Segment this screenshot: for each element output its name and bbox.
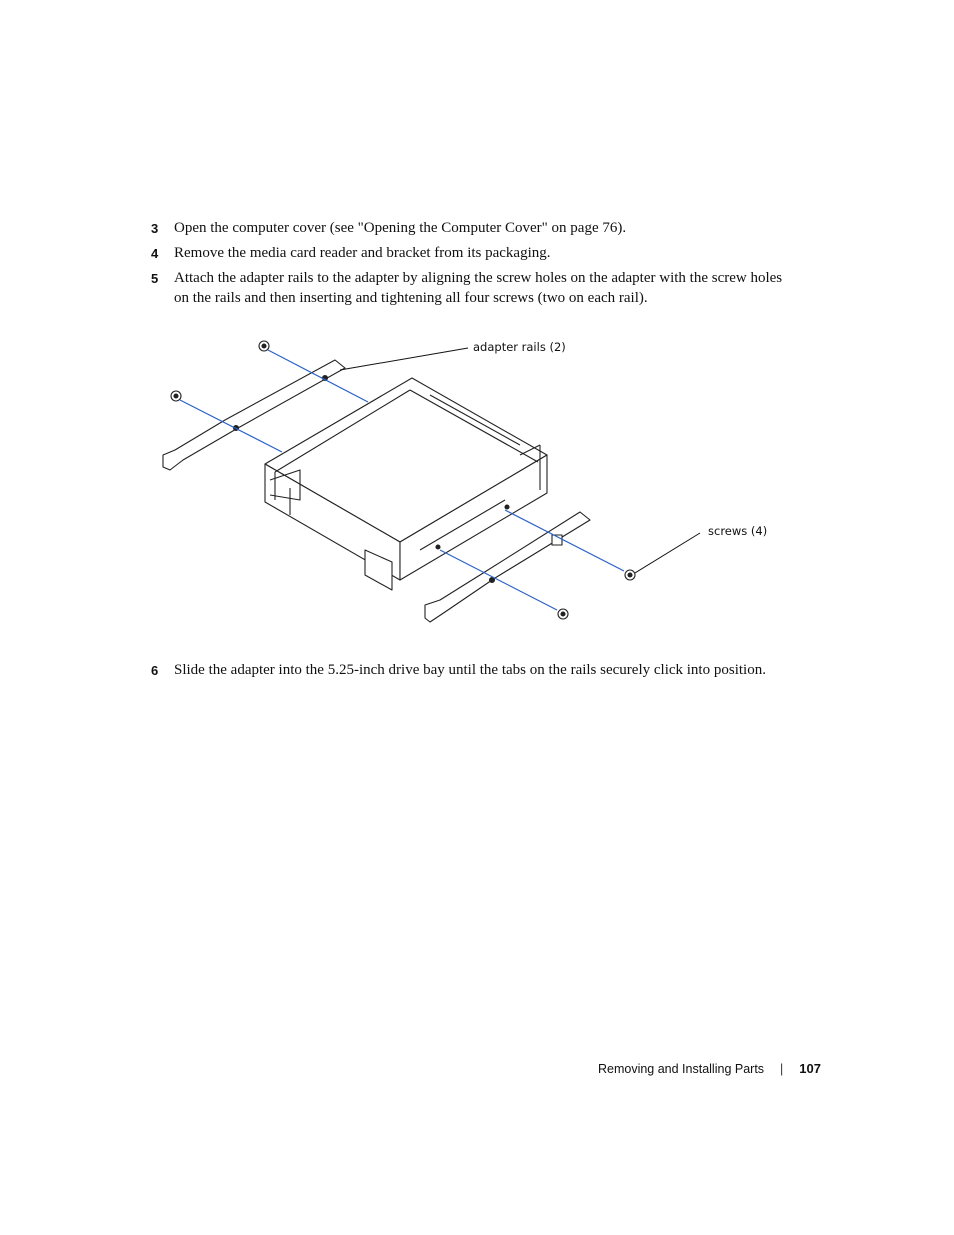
- step-6: [151, 661, 791, 681]
- step-4: [151, 244, 791, 264]
- step-3: [151, 219, 791, 239]
- screw-4: [558, 609, 568, 619]
- step-5: [151, 269, 791, 308]
- callout-screws: screws (4): [708, 524, 768, 538]
- screw-1: [259, 341, 269, 351]
- footer-separator: |: [780, 1062, 784, 1076]
- footer-section-title: Removing and Installing Parts: [597, 1062, 765, 1076]
- screw-2: [171, 391, 181, 401]
- adapter-rails-illustration: [150, 330, 790, 630]
- step-text: Attach the adapter rails to the adapter by aligning the screw holes on the adapter with the screw holes on the rails and then inserting and tightening all four screws (two on each rail).: [174, 270, 783, 306]
- step-number: 4: [151, 246, 159, 261]
- adapter-body-drawing: [265, 378, 547, 590]
- step-text: Open the computer cover (see "Opening the Computer Cover" on page 76).: [174, 220, 627, 236]
- step-number: 3: [151, 221, 159, 236]
- page-footer: [598, 1061, 821, 1076]
- screw-3: [625, 570, 635, 580]
- step-text: Remove the media card reader and bracket from its packaging.: [174, 245, 551, 261]
- step-number: 6: [151, 663, 159, 678]
- callout-adapter-rails: adapter rails (2): [473, 340, 566, 354]
- page-number: 107: [799, 1061, 821, 1076]
- step-text: Slide the adapter into the 5.25-inch drive bay until the tabs on the rails securely click into position.: [174, 662, 766, 678]
- step-number: 5: [151, 271, 159, 286]
